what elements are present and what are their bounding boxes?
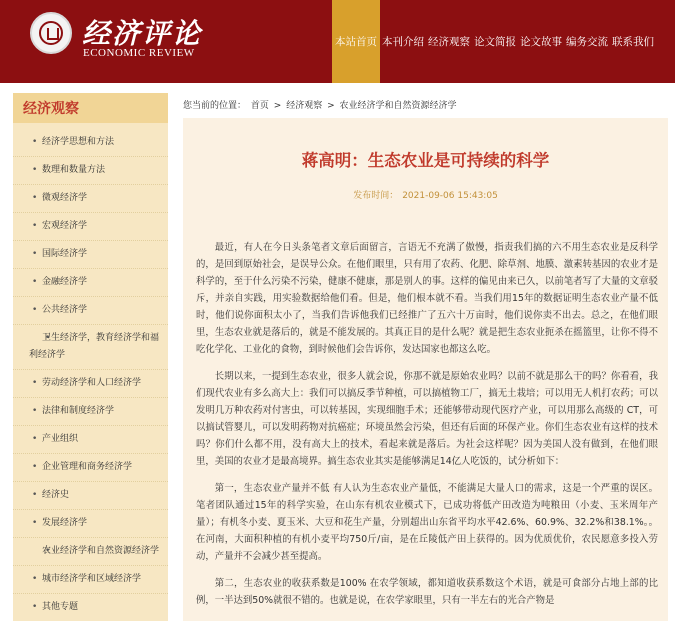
sidebar-list: [13, 123, 168, 621]
nav-observation[interactable]: 经济观察: [428, 36, 470, 48]
article-paragraph: 最近，有人在今日头条笔者文章后面留言，言语无不充满了傲慢，指责我们搞的六不用生态农业是反科学的，是回到原始社会，是误导公众。在他们眼里，只有用了农药、化肥、除草剂、地膜、激素转基因的农业才是科学的，至于什么污染不污染，健康不健康，那是别人的事。这样的偏见由来已久，以前笔者写了大量的文章驳斥，并亲自实践，用实验数据给他们看。但是，他们根本就不看。当我们用15年的数据证明生态农业产量不低时，他们说你面积太小了，当我们告诉他我们已经推广了五六十万亩时，他们说你卖不出去。总之，在他们眼里，生态农业就是落后的，就是不能发展的。其真正目的是什么呢？就是把生态农业扼杀在摇篮里，让你不得不吃化学化、工业化的食物，到时候他们会告诉你，发达国家也都这么吃。: [196, 242, 658, 355]
breadcrumb-section[interactable]: 经济观察: [286, 101, 323, 111]
sidebar-item[interactable]: • 法律和制度经济学: [13, 398, 168, 426]
sidebar-item[interactable]: • 经济学思想和方法: [13, 129, 168, 157]
nav-about[interactable]: 本刊介绍: [382, 36, 424, 48]
sidebar-item[interactable]: • 宏观经济学: [13, 213, 168, 241]
breadcrumb-separator: >: [327, 101, 335, 111]
university-seal-icon[interactable]: [30, 12, 72, 54]
article-paragraph: 长期以来，一提到生态农业，很多人就会说，你那不就是原始农业吗？以前不就是那么干的吗？你看看，我们现代农业有多么高大上：我们可以搞反季节种植，可以搞植物工厂，搞无土栽培；可以用无人机打农药；可以发明几万种农药对付害虫，可以转基因，实现细胞手术；还能够带动现代医疗产业，可以用那么高级的 CT，可以搞试管婴儿，可以发明药物对抗癌症；环境虽然会污染，但还有后面的环保产业。你们生态农业有这样的技术吗？你们什么都不用，没有高大上的技术，看起来就是落后。为社会这样呢？因为美国人没有做到，在他们眼里，美国的农业才是最高境界。搞生态农业其实是能够满足14亿人吃饭的，试分析如下：: [196, 371, 658, 467]
breadcrumb-prefix: 您当前的位置：: [183, 101, 247, 111]
nav-home[interactable]: 本站首页: [332, 0, 380, 83]
sidebar-title: 经济观察: [23, 101, 79, 117]
site-header: [0, 0, 675, 83]
sidebar-item[interactable]: • 发展经济学: [13, 510, 168, 538]
published-time: 2021-09-06 15:43:05: [402, 191, 498, 201]
breadcrumb-category[interactable]: 农业经济学和自然资源经济学: [339, 101, 457, 111]
article-paragraph: 第二，生态农业的收获系数是100% 在农学领域，都知道收获系数这个术语，就是可食部分占地上部的比例，一半达到50%就很不错的。也就是说，在农学家眼里，只有一半左右的光合产物是: [196, 578, 658, 606]
sidebar-item[interactable]: • 卫生经济学，教育经济学和福利经济学: [13, 325, 168, 370]
main-nav: [332, 0, 656, 83]
breadcrumb-home[interactable]: 首页: [250, 101, 269, 111]
nav-contact[interactable]: 联系我们: [612, 36, 654, 48]
published-label: 发布时间：: [353, 191, 399, 201]
article-meta: [183, 188, 668, 201]
breadcrumb-separator: >: [273, 101, 282, 111]
article-panel: [183, 118, 668, 621]
breadcrumb: [183, 98, 459, 111]
nav-briefs[interactable]: 论文简报: [474, 36, 516, 48]
logo-title[interactable]: 经济评论: [82, 17, 203, 50]
sidebar-item[interactable]: • 数理和数量方法: [13, 157, 168, 185]
article-paragraph: 第一，生态农业产量并不低 有人认为生态农业产量低，不能满足大量人口的需求，这是一个严重的误区。笔者团队通过15年的科学实验，在山东有机农业模式下，已成功将低产田改造为吨粮田（小麦、玉米周年产量）；有机冬小麦、夏玉米、大豆和花生产量，分别超出山东省平均水平42.6%、60.9%、32.2%和38.1%。。在河南，大面积种植的有机小麦平均750斤/亩，是在丘陵低产田上获得的。因为优质优价，农民愿意多投入劳动，产量并不会减少甚至提高。: [196, 483, 658, 562]
sidebar-item[interactable]: • 国际经济学: [13, 241, 168, 269]
sidebar-item[interactable]: • 微观经济学: [13, 185, 168, 213]
sidebar-item[interactable]: • 公共经济学: [13, 297, 168, 325]
nav-stories[interactable]: 论文故事: [520, 36, 562, 48]
sidebar-item[interactable]: • 产业组织: [13, 426, 168, 454]
sidebar-item[interactable]: • 企业管理和商务经济学: [13, 454, 168, 482]
article-body: [196, 239, 658, 619]
logo-subtitle: ECONOMIC REVIEW: [83, 47, 195, 59]
nav-exchange[interactable]: 编务交流: [566, 36, 608, 48]
sidebar-item[interactable]: • 农业经济学和自然资源经济学: [13, 538, 168, 566]
sidebar-header: [13, 93, 168, 123]
sidebar-item[interactable]: • 城市经济学和区域经济学: [13, 566, 168, 594]
sidebar-item[interactable]: • 金融经济学: [13, 269, 168, 297]
sidebar-item[interactable]: • 经济史: [13, 482, 168, 510]
article-title: 蒋高明：生态农业是可持续的科学: [301, 151, 550, 170]
sidebar: [13, 93, 168, 621]
sidebar-item[interactable]: • 其他专题: [13, 594, 168, 621]
sidebar-item[interactable]: • 劳动经济学和人口经济学: [13, 370, 168, 398]
